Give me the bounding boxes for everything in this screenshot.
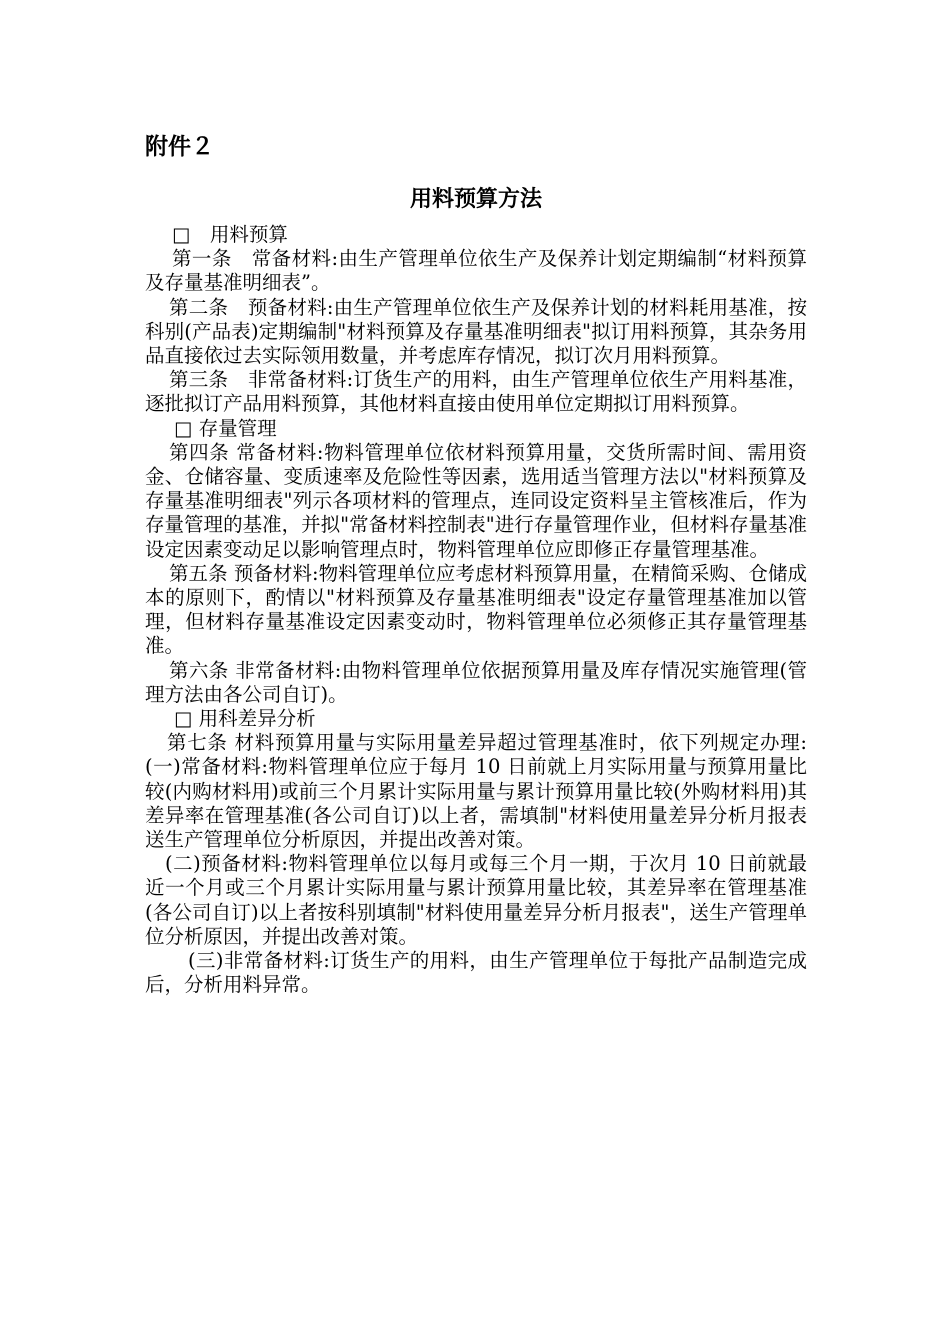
article-5: 第五条 预备材料:物料管理单位应考虑材料预算用量，在精简采购、仓储成本的原则下，酌情以"材料预算及存量基准明细表"设定存量管理基准加以管理，但材料存量基准设定因素变动时，物料管理单位必须修正其存量管理基准。 <box>145 561 807 658</box>
section-heading-stock: □ 存量管理 <box>174 416 277 440</box>
article-1: 第一条 常备材料:由生产管理单位依生产及保养计划定期编制“材料预算及存量基准明细表”。 <box>145 247 807 295</box>
article-4: 第四条 常备材料:物料管理单位依材料预算用量，交货所需时间、需用资金、仓储容量、变质速率及危险性等因素，选用适当管理方法以"材料预算及存量基准明细表"列示各项材料的管理点，连同设定资料呈主管核准后，作为存量管理的基准，并拟"常备材料控制表"进行存量管理作业，但材料存量基准设定因素变动足以影响管理点时，物料管理单位应即修正存量管理基准。 <box>145 440 807 561</box>
page-title: 用料预算方法 <box>409 187 542 212</box>
document-page <box>145 132 827 998</box>
attachment-label: 附件２ <box>145 134 214 160</box>
article-6: 第六条 非常备材料:由物料管理单位依据预算用量及库存情况实施管理(管理方法由各公司自订)。 <box>145 658 807 706</box>
article-7-item-2: (二)预备材料:物料管理单位以每月或每三个月一期，于次月 10 日前就最近一个月或三个月累计实际用量与累计预算用量比较，其差异率在管理基准(各公司自订)以上者按科别填制"材料使用量差异分析月报表"，送生产管理单位分析原因，并提出改善对策。 <box>145 852 807 948</box>
article-7-item-3: (三)非常备材料:订货生产的用料，由生产管理单位于每批产品制造完成后，分析用料异常。 <box>145 949 807 997</box>
article-2: 第二条 预备材料:由生产管理单位依生产及保养计划的材料耗用基准，按科别(产品表)定期编制"材料预算及存量基准明细表"拟订用料预算，其杂务用品直接依过去实际领用数量，并考虑库存情况，拟订次月用料预算。 <box>145 295 807 368</box>
article-3: 第三条 非常备材料:订货生产的用料，由生产管理单位依生产用料基准，逐批拟订产品用料预算，其他材料直接由使用单位定期拟订用料预算。 <box>145 368 807 416</box>
section-heading-budget: □ 用料预算 <box>172 223 288 246</box>
article-7: 第七条 材料预算用量与实际用量差异超过管理基准时，依下列规定办理: (一)常备材料:物料管理单位应于每月 10 日前就上月实际用量与预算用量比较(内购材料用)或前三个月累计实际用量与累计预算用量比较(外购材料用)其差异率在管理基准(各公司自订)以上者，需填制"材料使用量差异分析月报表送生产管理单位分析原因，并提出改善对策。 <box>145 731 827 852</box>
section-heading-variance: □ 用科差异分析 <box>174 707 316 731</box>
